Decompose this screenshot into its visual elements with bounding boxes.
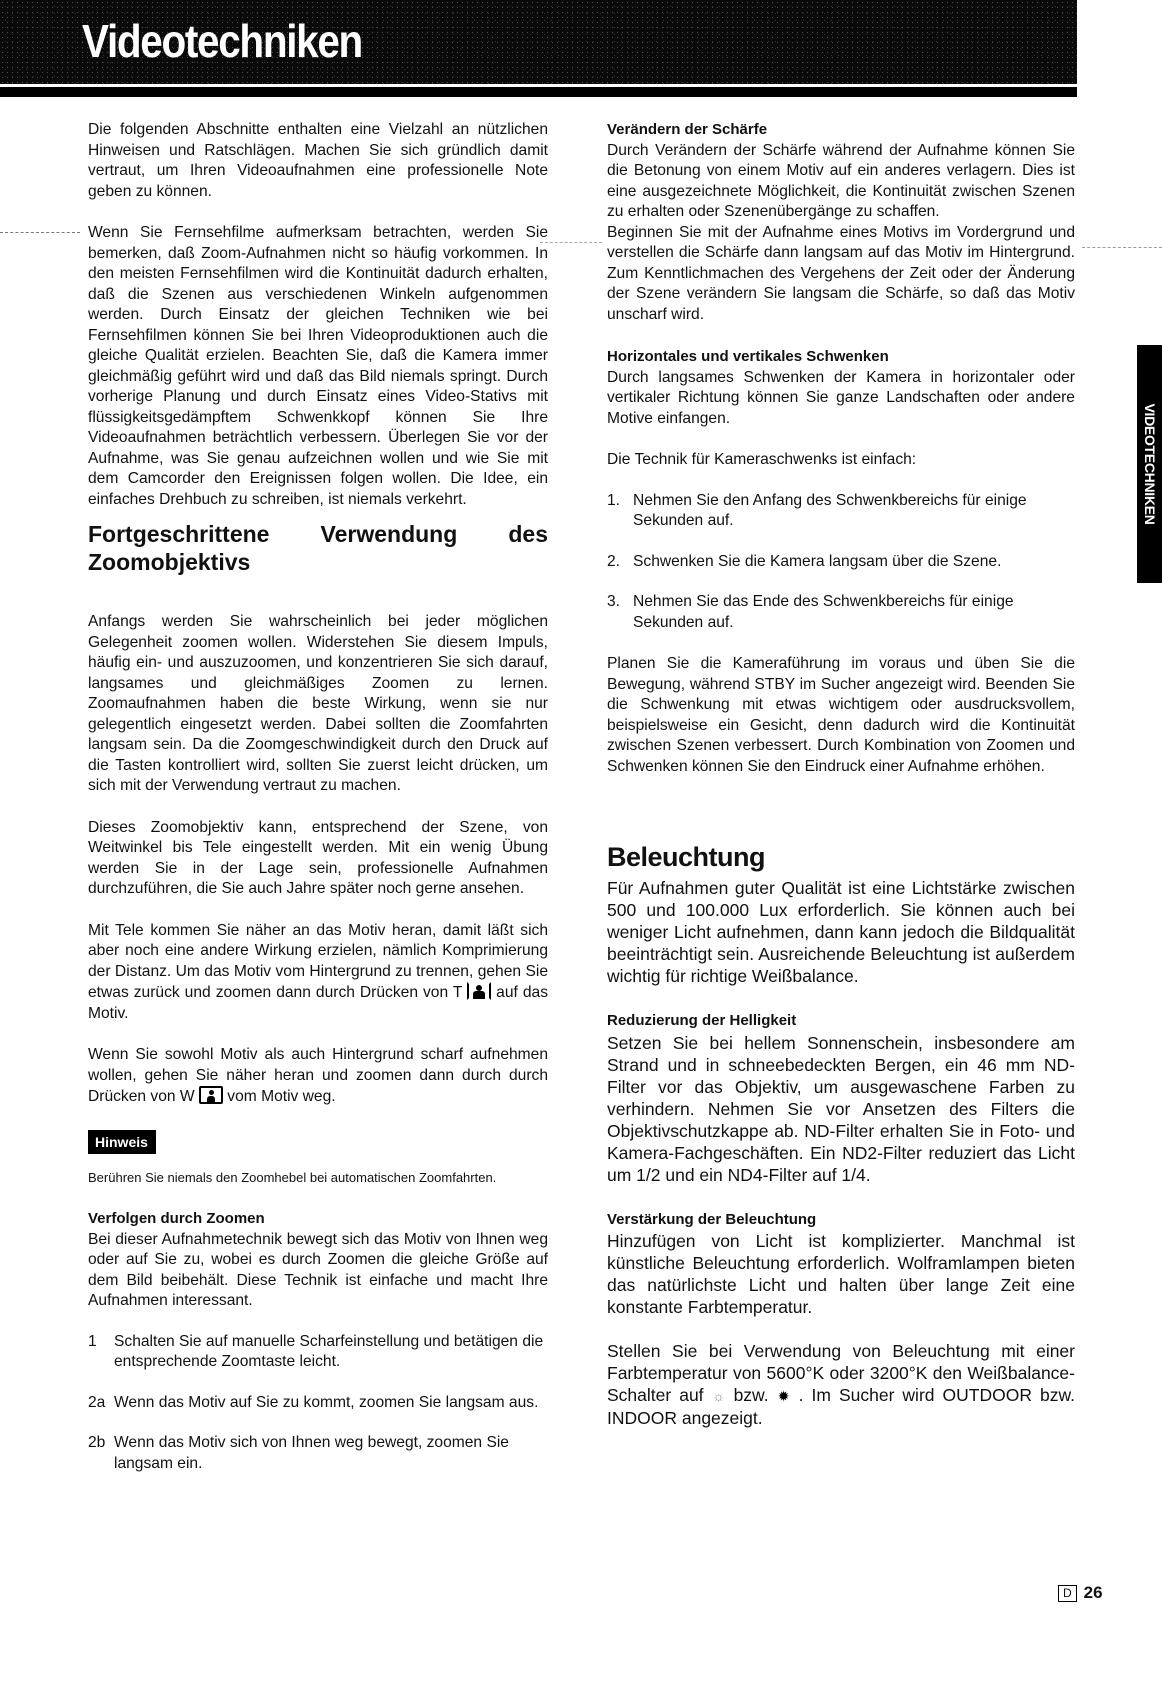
step-text: Schalten Sie auf manuelle Scharfeinstellung und betätigen die entsprechende Zoomtaste leicht. (114, 1332, 544, 1370)
list-item (88, 1433, 548, 1474)
step-number: 1 (88, 1332, 97, 1350)
tracking-steps (88, 1332, 548, 1475)
step-number: 1. (607, 491, 621, 509)
list-item (607, 552, 1075, 573)
focus-text-2: Beginnen Sie mit der Aufnahme eines Motivs im Vordergrund und verstellen die Schärfe dann langsam auf das Motiv im Hintergrund. Zum Kenntlichmachen des Vergehens der Zeit oder der Änderung der Szene verändern Sie langsam die Schärfe, so daß das Motiv unscharf wird. (607, 223, 1075, 323)
pan-steps (607, 491, 1075, 634)
step-text: Wenn das Motiv sich von Ihnen weg bewegt, zoomen Sie langsam ein. (114, 1434, 509, 1472)
page-footer (1058, 1583, 1103, 1603)
chapter-side-tab (1137, 345, 1162, 583)
lighting-heading: Beleuchtung (607, 842, 766, 872)
tv-films-paragraph: Wenn Sie Fernsehfilme aufmerksam betrachten, werden Sie bemerken, daß Zoom-Aufnahmen nicht so häufig vorkommen. In den meisten Fernsehfilmen wird die Kontinuität dadurch erhalten, daß die Szenen aus verschiedenen Winkeln aufgenommen werden. Durch Einsatz der gleichen Techniken wie bei Fernsehfilmen können Sie bei Ihren Videoproduktionen auch die gleiche Qualität erzielen. Beachten Sie, daß die Kamera immer gleichmäßig geführt wird und daß das Bild niemals springt. Durch vorherige Planung und durch Einsatz eines Video-Stativs mit flüssigkeitsgedämpftem Schwenkkopf können Sie Ihre Videoaufnahmen beträchtlich verbessern. Überlegen Sie vor der Aufnahme, was Sie genau aufzeichnen wollen und wie Sie mit dem Camcorder den Ereignissen folgen wollen. Die Idee, ein einfaches Drehbuch zu schreiben, ist niemals verkehrt. (88, 224, 548, 508)
pan-heading: Horizontales und vertikales Schwenken (607, 348, 889, 365)
pan-tips: Planen Sie die Kameraführung im voraus und üben Sie die Bewegung, während STBY im Sucher angezeigt wird. Beenden Sie die Schwenkung mit etwas wichtigem oder ausdrucksvollem, beispielsweise ein Gesicht, denn dadurch wird die Kontinuität zwischen Szenen verbessert. Durch Kombination von Zoomen und Schwenken können Sie den Eindruck einer Aufnahme erhöhen. (607, 655, 1075, 775)
lamp-indoor-icon: ✹ (777, 1388, 790, 1404)
lighting-text: Für Aufnahmen guter Qualität ist eine Lichtstärke zwischen 500 und 100.000 Lux erforderlich. Sie können auch bei weniger Licht aufnehmen, dann kann jedoch die Bildqualität beeinträchtigt sein. Ausreichende Beleuchtung ist außerdem wichtig für richtige Weißbalance. (607, 878, 1075, 986)
note-label: Hinweis (88, 1130, 156, 1155)
chapter-side-tab-label: VIDEOTECHNIKEN (1141, 403, 1158, 525)
pan-intro: Die Technik für Kameraschwenks ist einfach: (607, 451, 917, 468)
tracking-text: Bei dieser Aufnahmetechnik bewegt sich das Motiv von Ihnen weg oder auf Sie zu, wobei es durch Zoomen die gleiche Größe auf dem Bild beibehält. Diese Technik ist einfache und macht Ihre Aufnahmen interessant. (88, 1230, 548, 1309)
reduce-brightness-heading: Reduzierung der Helligkeit (607, 1012, 797, 1029)
zoom-section-heading: Fortgeschrittene Verwendung des Zoomobjektivs (88, 521, 548, 575)
header-rule (0, 87, 1077, 97)
sun-outdoor-icon: ☼ (712, 1388, 725, 1404)
zoom-beginner-paragraph: Anfangs werden Sie wahrscheinlich bei jeder möglichen Gelegenheit zoomen wollen. Widerstehen Sie diesem Impuls, häufig ein- und auszuzoomen, und konzentrieren Sie sich darauf, langsames und gleichmäßiges Zoomen zu lernen. Zoomaufnahmen haben die beste Wirkung, wenn sie nur gelegentlich eingesetzt werden. Dabei sollten die Zoomfahrten langsam sein. Da die Zoomgeschwindigkeit durch den Druck auf die Tasten kontrolliert wird, sollten Sie zuerst leicht drücken, um sich mit der Verwendung vertraut zu machen. (88, 613, 548, 794)
person-tele-icon (467, 982, 491, 1000)
right-column (607, 120, 1075, 1429)
tele-paragraph-end: auf das Motiv. (88, 984, 548, 1022)
page-title: Videotechniken (82, 15, 362, 67)
tele-paragraph (88, 921, 548, 1025)
header-banner (0, 0, 1077, 84)
fold-mark-right (1082, 247, 1162, 248)
white-balance-end: . Im Sucher wird OUTDOOR bzw. INDOOR angezeigt. (607, 1385, 1075, 1428)
left-column (88, 120, 548, 1474)
boost-lighting-heading: Verstärkung der Beleuchtung (607, 1210, 817, 1228)
step-text: Nehmen Sie das Ende des Schwenkbereichs für einige Sekunden auf. (633, 593, 1014, 631)
focus-heading: Verändern der Schärfe (607, 121, 768, 138)
white-balance-text: Stellen Sie bei Verwendung von Beleuchtung mit einer Farbtemperatur von 5600°K oder 3200°K den Weißbalance-Schalter auf (607, 1341, 1075, 1405)
note-text: Berühren Sie niemals den Zoomhebel bei automatischen Zoomfahrten. (88, 1170, 497, 1185)
tracking-heading: Verfolgen durch Zoomen (88, 1210, 265, 1227)
wide-paragraph-text: Wenn Sie sowohl Motiv als auch Hintergrund scharf aufnehmen wollen, gehen Sie näher heran und zoomen dann durch durch Drücken von W (88, 1046, 548, 1105)
tele-paragraph-text: Mit Tele kommen Sie näher an das Motiv heran, damit läßt sich aber noch eine andere Wirkung erzielen, nämlich Komprimierung der Distanz. Um das Motiv vom Hintergrund zu trennen, gehen Sie etwas zurück und zoomen dann durch Drücken von T (88, 921, 548, 1001)
pan-text: Durch langsames Schwenken der Kamera in horizontaler oder vertikaler Richtung können Sie ganze Landschaften oder andere Motive einfangen. (607, 368, 1075, 427)
person-wide-icon (199, 1086, 223, 1104)
fold-mark-middle (540, 242, 602, 243)
step-text: Nehmen Sie den Anfang des Schwenkbereichs für einige Sekunden auf. (633, 491, 1027, 529)
zoom-range-paragraph: Dieses Zoomobjektiv kann, entsprechend der Szene, von Weitwinkel bis Tele eingestellt werden. Mit ein wenig Übung werden Sie in der Lage sein, professionelle Aufnahmen durchzuführen, die Sie auch Jahre später noch gerne ansehen. (88, 818, 548, 897)
tracking-section (88, 1209, 548, 1474)
fold-mark-left (0, 232, 80, 233)
step-number: 2b (88, 1434, 106, 1451)
step-text: Wenn das Motiv auf Sie zu kommt, zoomen Sie langsam aus. (114, 1393, 539, 1411)
intro-paragraph: Die folgenden Abschnitte enthalten eine Vielzahl an nützlichen Hinweisen und Ratschlägen. Machen Sie sich gründlich damit vertraut, um Ihren Videoaufnahmen eine professionelle Note geben zu können. (88, 121, 548, 200)
step-number: 3. (607, 593, 621, 610)
list-item (607, 592, 1075, 633)
language-badge: D (1058, 1585, 1077, 1602)
list-item (88, 1332, 548, 1373)
wide-paragraph-end: vom Motiv weg. (227, 1088, 336, 1105)
step-text: Schwenken Sie die Kamera langsam über die Szene. (633, 552, 1002, 570)
boost-lighting-text: Hinzufügen von Licht ist komplizierter. Manchmal ist künstliche Beleuchtung erforderlich. Wolframlampen bieten das natürlichste Licht und halten über lange Zeit eine konstante Farbtemperatur. (607, 1231, 1075, 1317)
focus-text-1: Durch Verändern der Schärfe während der Aufnahme können Sie die Betonung von einem Motiv auf ein anderes verlagern. Dies ist eine ausgezeichnete Möglichkeit, die Kontinuität zwischen Szenen zu erhalten oder Szenenübergänge zu schaffen. (607, 141, 1075, 220)
step-number: 2a (88, 1393, 106, 1411)
step-number: 2. (607, 552, 621, 570)
reduce-brightness-text: Setzen Sie bei hellem Sonnenschein, insbesondere am Strand und in schneebedeckten Bergen, ein 46 mm ND-Filter vor das Objektiv, um ausgewaschene Farben zu verhindern. Nehmen Sie vor Ansetzen des Filters die Objektivschutzkappe ab. ND-Filter erhalten Sie in Foto- und Kamera-Fachgeschäften. Ein ND2-Filter reduziert das Licht um 1/2 und ein ND4-Filter auf 1/4. (607, 1032, 1075, 1185)
white-balance-or: bzw. (733, 1385, 769, 1405)
page-number: 26 (1083, 1583, 1103, 1602)
note-block (88, 1130, 548, 1188)
wide-paragraph (88, 1045, 548, 1108)
list-item (607, 491, 1075, 532)
white-balance-paragraph (607, 1340, 1075, 1429)
list-item (88, 1393, 548, 1414)
